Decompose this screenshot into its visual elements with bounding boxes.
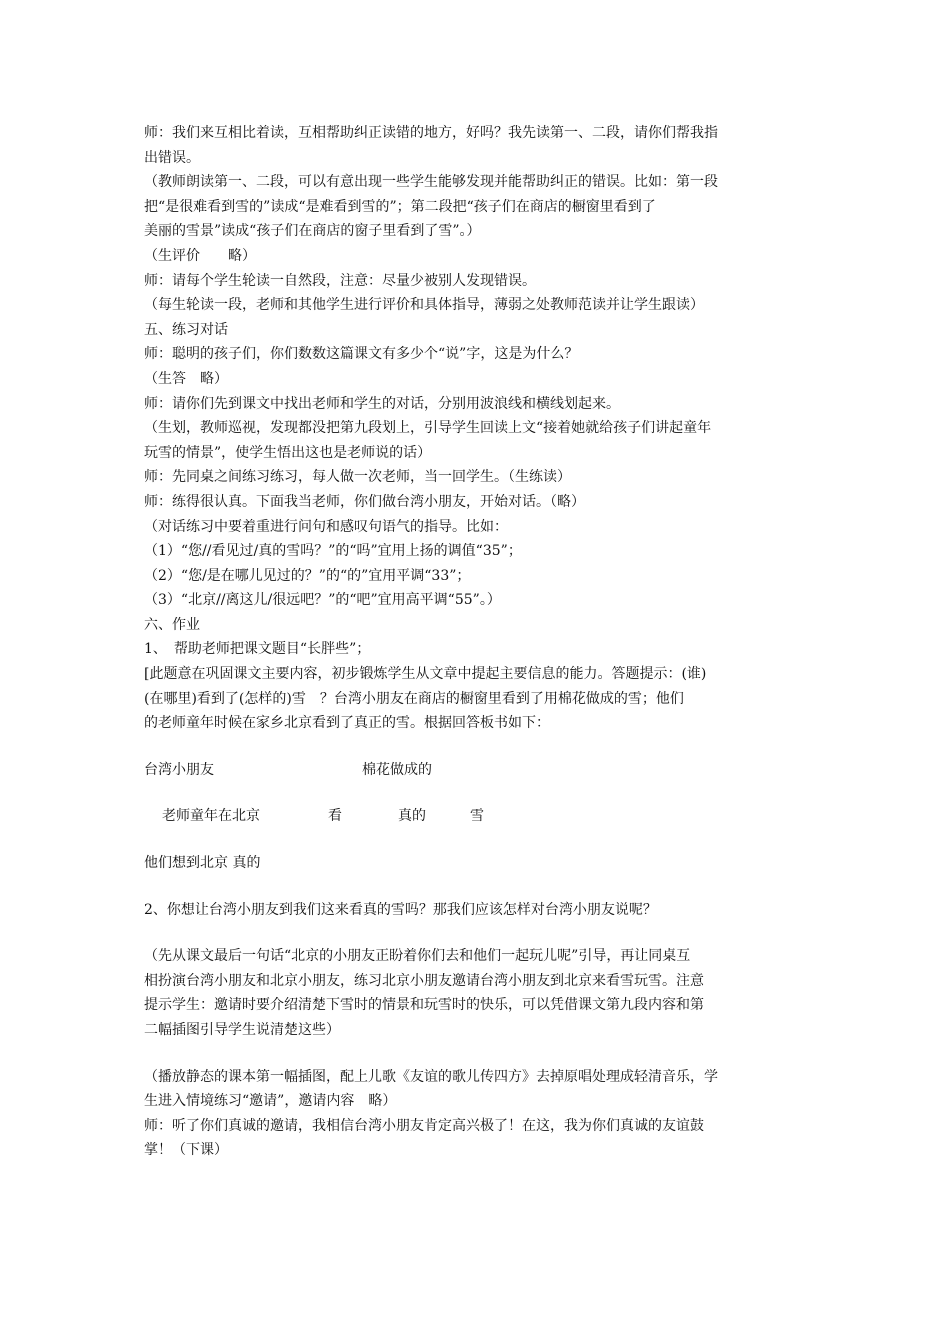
text-line: 美丽的雪景”读成“孩子们在商店的窗子里看到了雪”。） bbox=[144, 223, 481, 240]
text-line: 相扮演台湾小朋友和北京小朋友，练习北京小朋友邀请台湾小朋友到北京来看雪玩雪。注意 bbox=[144, 972, 704, 989]
section-heading: 六、作业 bbox=[144, 616, 200, 633]
board-cell: 他们想到北京 真的 bbox=[144, 855, 261, 872]
text-line: 把“是很难看到雪的”读成“是难看到雪的”；第二段把“孩子们在商店的橱窗里看到了 bbox=[144, 198, 656, 215]
text-line: （1）“您//看见过/真的雪吗？”的“吗”宜用上扬的调值“35”； bbox=[144, 543, 522, 560]
text-line: 师：先同桌之间练习练习，每人做一次老师，当一回学生。（生练读） bbox=[144, 469, 571, 486]
text-line: （每生轮读一段，老师和其他学生进行评价和具体指导，薄弱之处教师范读并让学生跟读） bbox=[144, 297, 704, 314]
board-row-3 bbox=[144, 851, 808, 876]
text-line: 师：我们来互相比着读，互相帮助纠正读错的地方，好吗？我先读第一、二段，请你们帮我指 bbox=[144, 125, 718, 141]
board-cell: 雪 bbox=[470, 808, 484, 825]
board-cell: 老师童年在北京 bbox=[162, 808, 260, 825]
text-line: （播放静态的课本第一幅插图，配上儿歌《友谊的歌儿传四方》去掉原唱处理成轻清音乐，学 bbox=[144, 1068, 718, 1085]
text-line: 出错误。 bbox=[144, 149, 200, 166]
text-line: （生答 略） bbox=[144, 370, 228, 387]
board-row-2 bbox=[144, 804, 808, 829]
text-line: （对话练习中要着重进行问句和感叹句语气的指导。比如： bbox=[144, 518, 508, 535]
text-line: 师：练得很认真。下面我当老师，你们做台湾小朋友，开始对话。（略） bbox=[144, 493, 585, 510]
section-heading: 五、练习对话 bbox=[144, 321, 228, 338]
text-line: (在哪里)看到了(怎样的)雪 ？台湾小朋友在商店的橱窗里看到了用棉花做成的雪；他们 bbox=[144, 690, 684, 707]
text-line: 玩雪的情景”，使学生悟出这也是老师说的话） bbox=[144, 444, 432, 461]
board-cell: 真的 bbox=[398, 808, 426, 825]
text-line: （先从课文最后一句话“北京的小朋友正盼着你们去和他们一起玩儿呢”引导，再让同桌互 bbox=[144, 948, 691, 965]
board-cell: 棉花做成的 bbox=[362, 761, 432, 778]
document-body bbox=[144, 121, 808, 1163]
text-line: 的老师童年时候在家乡北京看到了真正的雪。根据回答板书如下： bbox=[144, 715, 550, 732]
board-cell: 看 bbox=[328, 808, 342, 825]
text-line: （教师朗读第一、二段，可以有意出现一些学生能够发现并能帮助纠正的错误。比如：第一段 bbox=[144, 174, 718, 191]
text-line: （生评价 略） bbox=[144, 247, 256, 264]
text-line: 二幅插图引导学生说清楚这些） bbox=[144, 1022, 340, 1038]
task-2: 2、你想让台湾小朋友到我们这来看真的雪吗？那我们应该怎样对台湾小朋友说呢？ bbox=[144, 901, 657, 918]
text-line: 师：听了你们真诚的邀请，我相信台湾小朋友肯定高兴极了！在这，我为你们真诚的友谊鼓 bbox=[144, 1117, 704, 1134]
text-line: 师：请你们先到课文中找出老师和学生的对话，分别用波浪线和横线划起来。 bbox=[144, 395, 620, 412]
text-line: 掌！（下课） bbox=[144, 1142, 228, 1159]
text-line: 师：聪明的孩子们，你们数数这篇课文有多少个“说”字，这是为什么？ bbox=[144, 346, 579, 363]
text-line: 提示学生：邀请时要介绍清楚下雪时的情景和玩雪时的快乐，可以凭借课文第九段内容和第 bbox=[144, 997, 704, 1014]
text-line: 1、 帮助老师把课文题目“长胖些”； bbox=[144, 641, 371, 658]
board-row-1 bbox=[144, 758, 808, 783]
text-line: 师：请每个学生轮读一自然段，注意：尽量少被别人发现错误。 bbox=[144, 272, 536, 289]
text-line: （3）“北京//离这儿/很远吧？”的“吧”宜用高平调“55”。） bbox=[144, 592, 501, 609]
text-line: （生划，教师巡视，发现都没把第九段划上，引导学生回读上文“接着她就给孩子们讲起童年 bbox=[144, 420, 712, 437]
text-line: （2）“您/是在哪儿见过的？”的“的”宜用平调“33”； bbox=[144, 567, 471, 584]
board-cell: 台湾小朋友 bbox=[144, 761, 214, 778]
text-line: 生进入情境练习“邀请”，邀请内容 略） bbox=[144, 1093, 397, 1110]
text-line: [此题意在巩固课文主要内容，初步锻炼学生从文章中提起主要信息的能力。答题提示：(谁) bbox=[144, 666, 707, 683]
